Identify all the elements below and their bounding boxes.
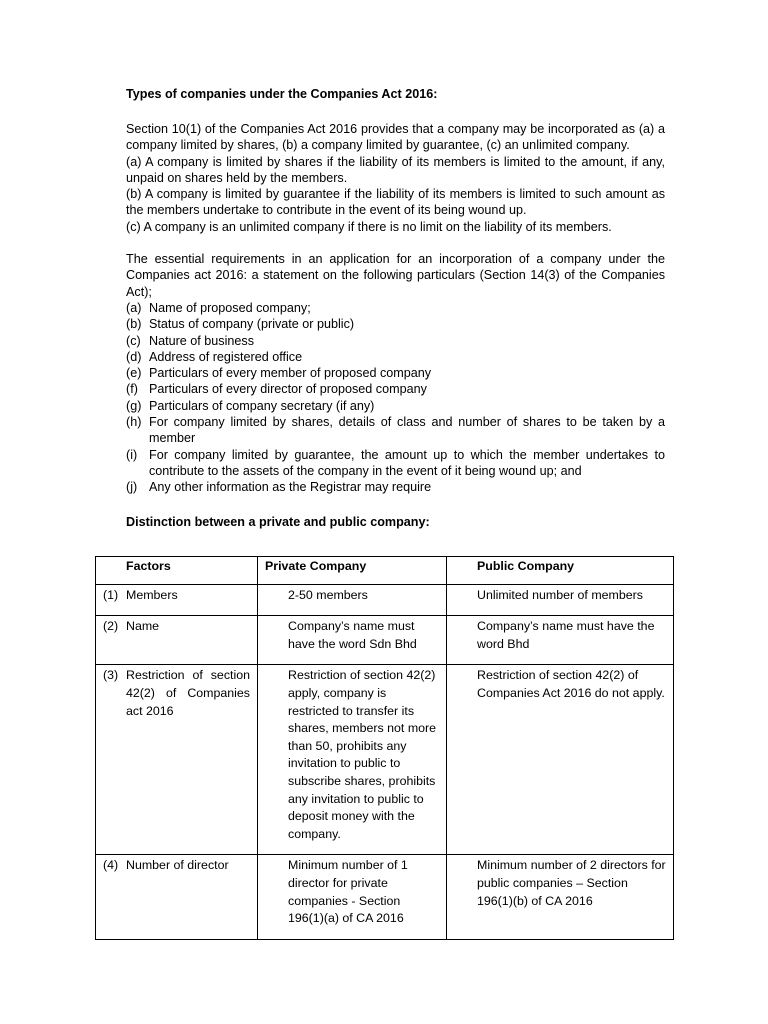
list-item — [126, 479, 665, 495]
list-item-text: Particulars of every member of proposed company — [149, 366, 432, 381]
public-cell: Company’s name must have the word Bhd — [447, 616, 674, 665]
table-row — [96, 855, 674, 939]
row-number: (1) — [103, 587, 119, 602]
list-item-text: Status of company (private or public) — [149, 317, 355, 332]
distinction-heading: Distinction between a private and public company: — [126, 514, 430, 529]
public-cell: Minimum number of 2 directors for public companies – Section 196(1)(b) of CA 2016 — [447, 855, 674, 939]
row-number: (4) — [103, 858, 119, 873]
requirements-intro: The essential requirements in an application for an incorporation of a company under the Companies act 2016: a statement on the following particulars (Section 14(3) of the Companies Act); — [126, 252, 665, 299]
list-item-text: Name of proposed company; — [149, 300, 311, 315]
requirements-list — [126, 300, 665, 496]
factor-cell — [96, 584, 258, 616]
public-cell: Unlimited number of members — [447, 584, 674, 616]
factor-label: Number of director — [126, 858, 229, 873]
factor-cell — [96, 616, 258, 665]
document-body — [126, 86, 665, 531]
factor-label: Restriction of section 42(2) of Companies act 2016 — [126, 668, 250, 718]
private-cell: Company’s name must have the word Sdn Bhd — [258, 616, 447, 665]
list-item — [126, 365, 665, 381]
factor-label: Members — [126, 587, 178, 602]
private-cell: 2-50 members — [258, 584, 447, 616]
list-marker: (i) — [126, 447, 138, 462]
row-number: (3) — [103, 668, 119, 683]
list-marker: (j) — [126, 480, 138, 495]
list-item — [126, 398, 665, 414]
limited-by-shares-paragraph: (a) A company is limited by shares if the liability of its members is limited to the amount, if any, unpaid on shares held by the members. — [126, 154, 665, 185]
public-cell: Restriction of section 42(2) of Companies Act 2016 do not apply. — [447, 665, 674, 855]
table-row — [96, 616, 674, 665]
table-row — [96, 584, 674, 616]
header-factors: Factors — [96, 557, 258, 585]
list-item — [126, 447, 665, 480]
list-item — [126, 300, 665, 316]
factor-cell — [96, 665, 258, 855]
list-marker: (b) — [126, 317, 142, 332]
table-row — [96, 665, 674, 855]
limited-by-guarantee-paragraph: (b) A company is limited by guarantee if the liability of its members is limited to such amount as the members undertake to contribute in the event of its being wound up. — [126, 187, 665, 218]
list-marker: (a) — [126, 300, 142, 315]
list-item-text: Particulars of company secretary (if any) — [149, 398, 375, 413]
list-item — [126, 316, 665, 332]
list-marker: (f) — [126, 382, 138, 397]
list-marker: (d) — [126, 349, 142, 364]
private-cell: Minimum number of 1 director for private companies - Section 196(1)(a) of CA 2016 — [258, 855, 447, 939]
list-item-text: For company limited by guarantee, the amount up to which the member undertakes to contribute to the assets of the company in the event of it being wound up; and — [149, 447, 665, 478]
types-heading: Types of companies under the Companies Act 2016: — [126, 87, 438, 101]
private-cell: Restriction of section 42(2) apply, company is restricted to transfer its shares, members not more than 50, prohibits any invitation to public to subscribe shares, prohibits any invitation to public to deposit money with the company. — [258, 665, 447, 855]
list-marker: (e) — [126, 366, 142, 381]
list-item-text: Nature of business — [149, 333, 255, 348]
table-header-row — [96, 557, 674, 585]
list-item-text: Address of registered office — [149, 349, 303, 364]
list-item — [126, 349, 665, 365]
list-item — [126, 414, 665, 447]
list-marker: (h) — [126, 415, 142, 430]
header-private: Private Company — [258, 557, 447, 585]
list-item — [126, 333, 665, 349]
row-number: (2) — [103, 619, 119, 634]
list-marker: (c) — [126, 333, 141, 348]
list-item-text: For company limited by shares, details of class and number of shares to be taken by a member — [149, 415, 665, 446]
list-item-text: Any other information as the Registrar may require — [149, 480, 432, 495]
list-marker: (g) — [126, 398, 142, 413]
comparison-table — [95, 556, 674, 940]
unlimited-company-paragraph: (c) A company is an unlimited company if there is no limit on the liability of its members. — [126, 219, 612, 234]
header-public: Public Company — [447, 557, 674, 585]
factor-cell — [96, 855, 258, 939]
section-10-paragraph: Section 10(1) of the Companies Act 2016 provides that a company may be incorporated as (a) a company limited by shares, (b) a company limited by guarantee, (c) an unlimited company. — [126, 122, 665, 153]
list-item — [126, 381, 665, 397]
list-item-text: Particulars of every director of proposed company — [149, 382, 427, 397]
factor-label: Name — [126, 619, 160, 634]
